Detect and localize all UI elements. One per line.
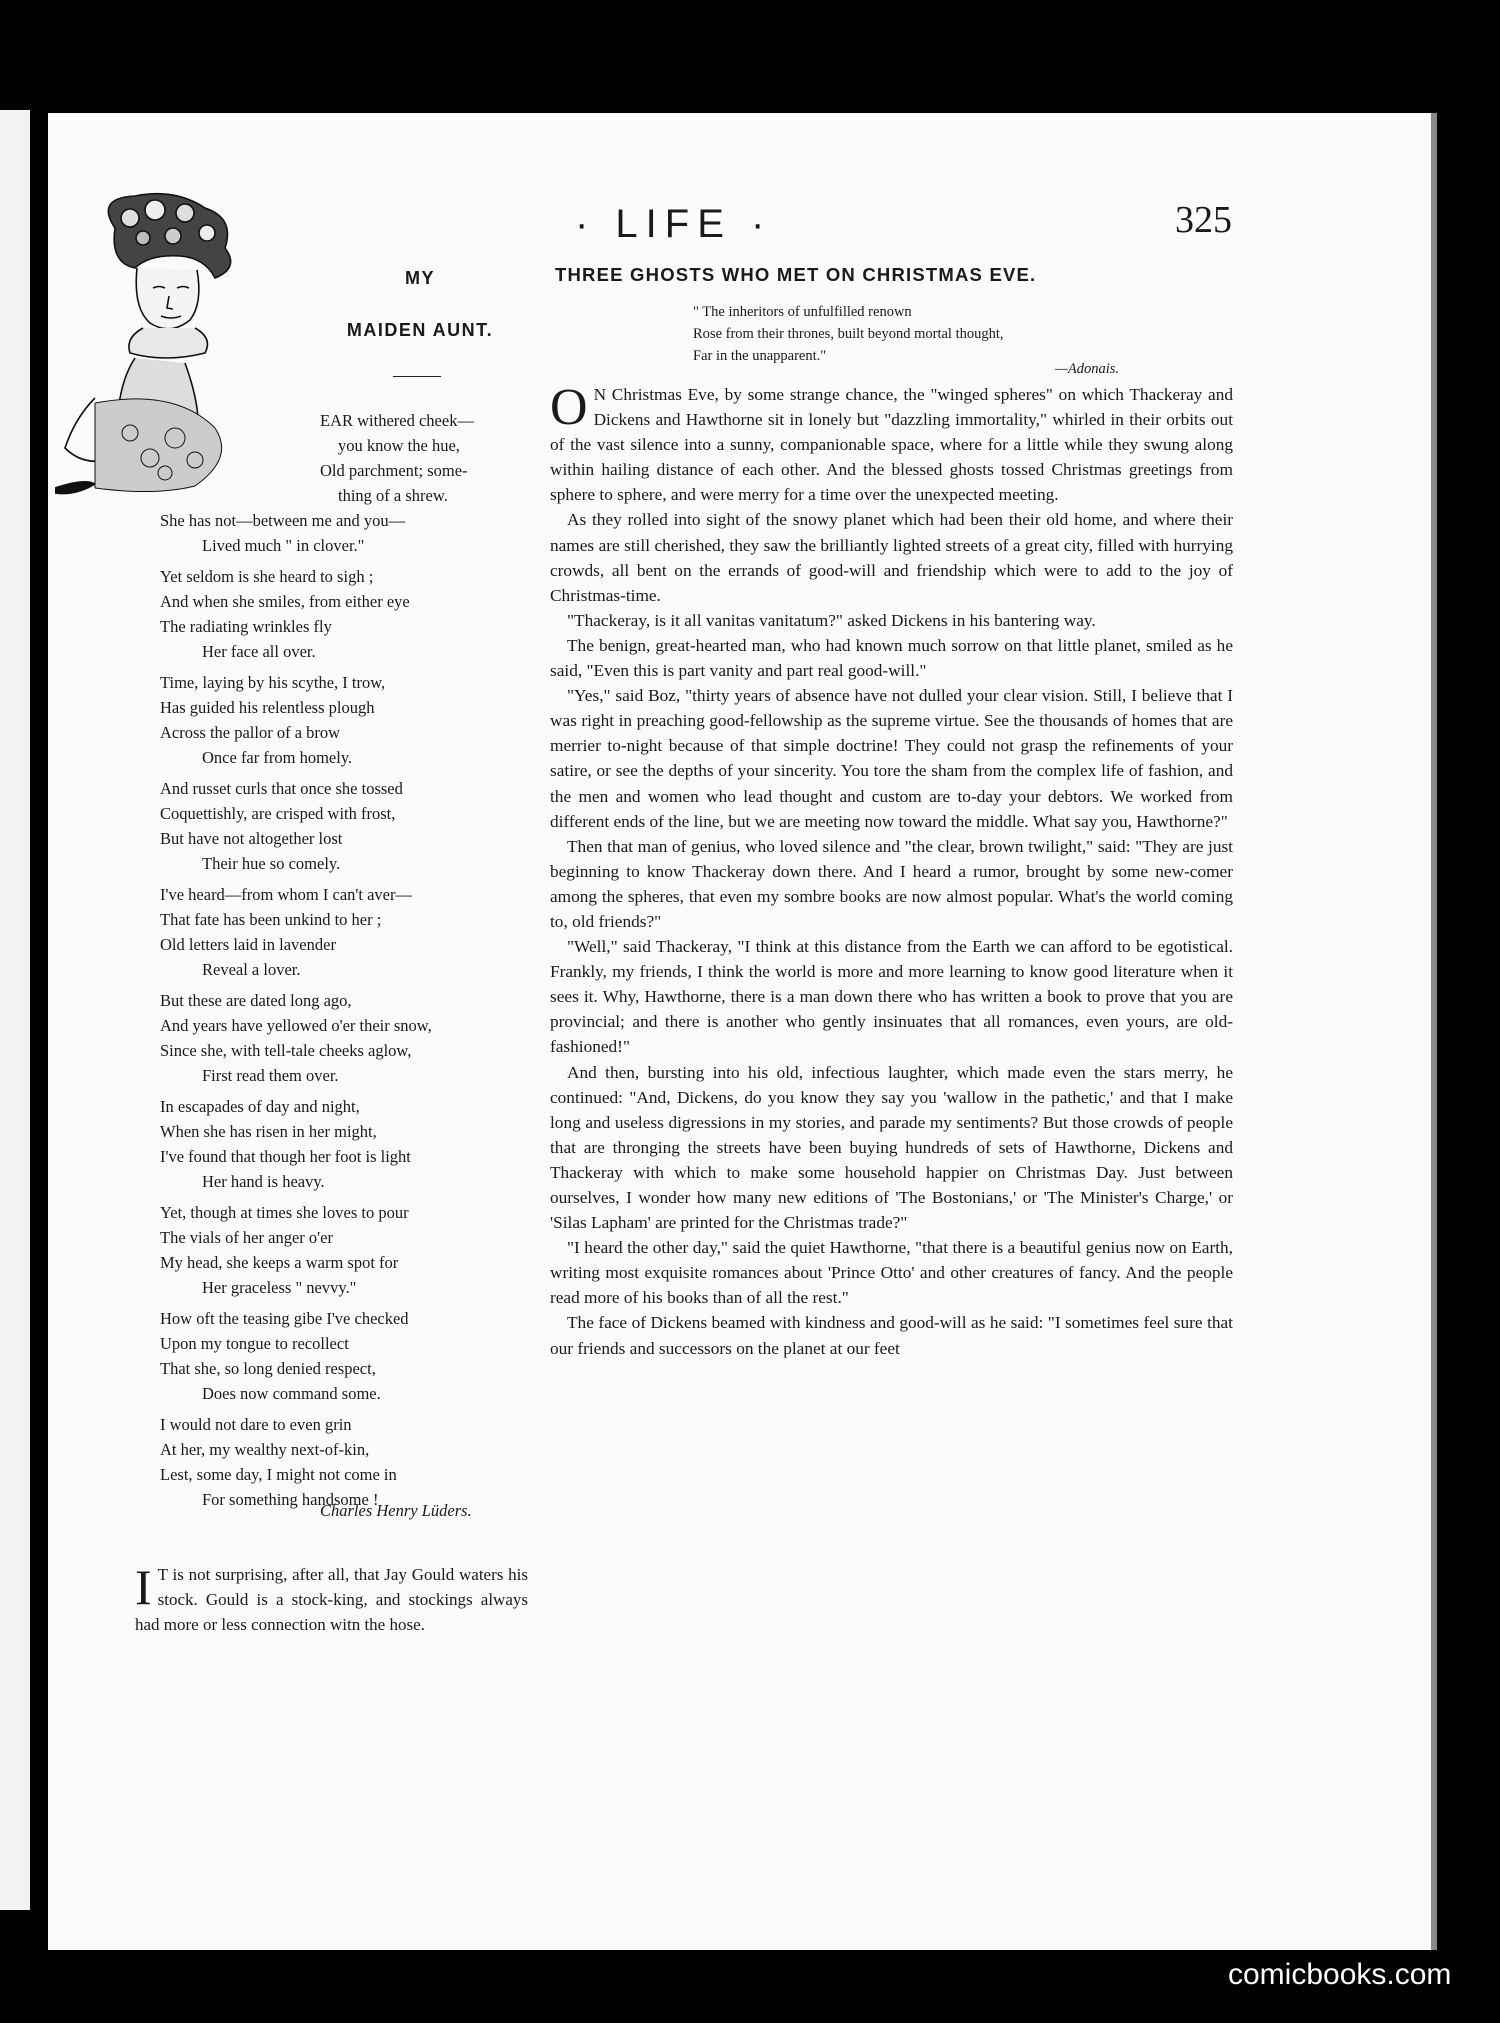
poem-line: Reveal a lover. — [202, 960, 301, 979]
article-epigraph — [693, 301, 1004, 367]
poem-line: Her graceless " nevvy." — [202, 1278, 357, 1297]
article-paragraph: As they rolled into sight of the snowy planet which had been their old home, and where their names are still cherished, they saw the brilliantly lighted streets of a great city, filled with hurrying crowds, all bent on the errands of good-will and friendship which were to add to the joy of Christmas-time. — [550, 510, 1233, 605]
poem-line: Lest, some day, I might not come in — [160, 1465, 397, 1484]
poem-body — [160, 408, 525, 1512]
poem-line: Her face all over. — [202, 642, 316, 661]
poem-line: And russet curls that once she tossed — [160, 779, 403, 798]
poem-line: In escapades of day and night, — [160, 1097, 360, 1116]
poem-stanzas — [160, 564, 525, 1512]
poem-stanza — [160, 1094, 525, 1194]
adjacent-page-edge — [0, 110, 30, 1910]
page-shadow — [1431, 113, 1437, 1950]
magazine-masthead: · LIFE · — [575, 202, 773, 246]
poem-title-rule — [393, 376, 441, 377]
poem-line: Yet, though at times she loves to pour — [160, 1203, 409, 1222]
poem-stanza — [160, 988, 525, 1088]
article-dropcap: O — [550, 379, 588, 436]
article-paragraph: "Yes," said Boz, "thirty years of absence have not dulled your clear vision. Still, I believe that I was right in preaching good-fellowship as the supreme virtue. See the thousands of homes that are merrier to-night because of that simple doctrine! They could not grasp the refinements of your satire, or see the depths of your sincerity. You tore the sham from the complex life of fashion, and the men and women who lead thought and custom are to-day your debtors. We worked from different ends of the line, but we are meeting now toward the middle. What say you, Hawthorne?" — [550, 686, 1233, 831]
article-paragraph: "I heard the other day," said the quiet Hawthorne, "that there is a beautiful genius now on Earth, writing most exquisite romances about 'Prince Otto' and other creatures of fancy. And the people read more of his books than of all the rest." — [550, 1238, 1233, 1308]
poem-line: Her hand is heavy. — [202, 1172, 325, 1191]
poem-line: Does now command some. — [202, 1384, 381, 1403]
article-paragraph: And then, bursting into his old, infectious laughter, which made even the stars merry, he continued: "And, Dickens, do you know they say you 'wallow in the pathetic,' and that I make long and useless digressions in my stories, and parade my sentiments? But those crowds of people that are thronging the streets have been buying hundreds of sets of Hawthorne, Dickens and Thackeray with which to make some household happier on Christmas Day. Just between ourselves, I wonder how many new editions of 'The Bostonians,' or 'The Minister's Charge,' or 'Silas Lapham' are printed for the Christmas trade?" — [550, 1062, 1233, 1233]
poem-line: When she has risen in her might, — [160, 1122, 377, 1141]
epigraph-line: Far in the unapparent." — [693, 348, 827, 364]
article-body — [550, 379, 1233, 1361]
poem-stanza — [160, 1412, 525, 1512]
poem-line: you know the hue, — [338, 436, 460, 455]
poem-line: Since she, with tell-tale cheeks aglow, — [160, 1041, 412, 1060]
poem-line: At her, my wealthy next-of-kin, — [160, 1440, 370, 1459]
poem-line: thing of a shrew. — [338, 486, 448, 505]
poem-stanza — [160, 776, 525, 876]
poem-title-line1: MY — [405, 268, 435, 288]
poem-line: That she, so long denied respect, — [160, 1359, 376, 1378]
poem-line: She has not—between me and you— — [160, 511, 406, 530]
article-paragraph — [550, 379, 1233, 507]
watermark: comicbooks.com — [1228, 1958, 1452, 1991]
poem-line: And when she smiles, from either eye — [160, 592, 410, 611]
poem-dropcap-lines — [160, 408, 525, 508]
poem-line: The radiating wrinkles fly — [160, 617, 332, 636]
poem-line: Upon my tongue to recollect — [160, 1334, 349, 1353]
page-number: 325 — [1175, 199, 1232, 241]
poem-line: How oft the teasing gibe I've checked — [160, 1309, 409, 1328]
article-paragraph-text: N Christmas Eve, by some strange chance, the "winged spheres" on which Thackeray and Dickens and Hawthorne sit in lonely but "dazzling immortality," whirled in their orbits out of the vast silence into a sunny, companionable space, where for a little while they swung along within hailing distance of each other. And the blessed ghosts tossed Christmas greetings from sphere to sphere, and were merry for a time over the unexpected meeting. — [550, 385, 1233, 505]
poem-line: Their hue so comely. — [202, 854, 341, 873]
poem-stanza — [160, 564, 525, 664]
article-paragraph: "Well," said Thackeray, "I think at this distance from the Earth we can afford to be egotistical. Frankly, my friends, I think the world is more and more learning to know good literature when it sees it. Why, Hawthorne, there is a man down there who has written a book to prove that you are provincial; and there is another who gently insinuates that all romances, even yours, are old-fashioned!" — [550, 937, 1233, 1057]
poem-line: And years have yellowed o'er their snow, — [160, 1016, 432, 1035]
poem-stanza — [160, 670, 525, 770]
epigraph-line: " The inheritors of unfulfilled renown — [693, 304, 912, 320]
poem-title-line2: MAIDEN AUNT. — [346, 320, 494, 340]
poem-line: Lived much " in clover." — [202, 536, 365, 555]
epigraph-attribution: —Adonais. — [1055, 361, 1120, 377]
poem-line: Old letters laid in lavender — [160, 935, 336, 954]
poem-line: Time, laying by his scythe, I trow, — [160, 673, 386, 692]
poem-line: I've found that though her foot is light — [160, 1147, 411, 1166]
poem-line: Old parchment; some- — [320, 461, 468, 480]
poem-line: Coquettishly, are crisped with frost, — [160, 804, 396, 823]
poem-line: But these are dated long ago, — [160, 991, 352, 1010]
article-paragraph: The benign, great-hearted man, who had known much sorrow on that little planet, smiled as he said, "Even this is part vanity and part real good-will." — [550, 635, 1233, 681]
article-paragraph: Then that man of genius, who loved silence and "the clear, brown twilight," said: "They are just beginning to know Thackeray down there. And I heard a rumor, brought by some new-comer among the spheres, that even my sombre books are now almost popular. What's the world coming to, old friends?" — [550, 836, 1233, 931]
poem-stanza — [160, 1200, 525, 1300]
poem-line: But have not altogether lost — [160, 829, 343, 848]
epigraph-line: Rose from their thrones, built beyond mortal thought, — [693, 326, 1004, 342]
article-title: THREE GHOSTS WHO MET ON CHRISTMAS EVE. — [555, 264, 1037, 285]
poem-stanza — [160, 882, 525, 982]
poem-line: That fate has been unkind to her ; — [160, 910, 382, 929]
poem-author: Charles Henry Lüders. — [320, 1501, 472, 1520]
poem-line: Across the pallor of a brow — [160, 723, 341, 742]
poem-line: I would not dare to even grin — [160, 1415, 352, 1434]
squib-dropcap: I — [135, 1559, 152, 1615]
poem-stanza — [160, 1306, 525, 1406]
poem-line: Yet seldom is she heard to sigh ; — [160, 567, 374, 586]
squib-text: T is not surprising, after all, that Jay Gould waters his stock. Gould is a stock-king, and stockings always had more or less connection witn the hose. — [135, 1565, 528, 1634]
article-paragraph: "Thackeray, is it all vanitas vanitatum?" asked Dickens in his bantering way. — [567, 610, 1096, 630]
jay-gould-squib — [135, 1559, 528, 1637]
poem-line: Has guided his relentless plough — [160, 698, 375, 717]
poem-line: The vials of her anger o'er — [160, 1228, 333, 1247]
poem-line: EAR withered cheek— — [320, 411, 474, 430]
poem-line: Once far from homely. — [202, 748, 353, 767]
poem-line: For something handsome ! — [202, 1490, 379, 1509]
article-paragraph: The face of Dickens beamed with kindness and good-will as he said: "I sometimes feel sure that our friends and successors on the planet at our feet — [550, 1313, 1233, 1358]
poem-line: First read them over. — [202, 1066, 339, 1085]
poem-line: I've heard—from whom I can't aver— — [160, 885, 412, 904]
poem-line: My head, she keeps a warm spot for — [160, 1253, 399, 1272]
